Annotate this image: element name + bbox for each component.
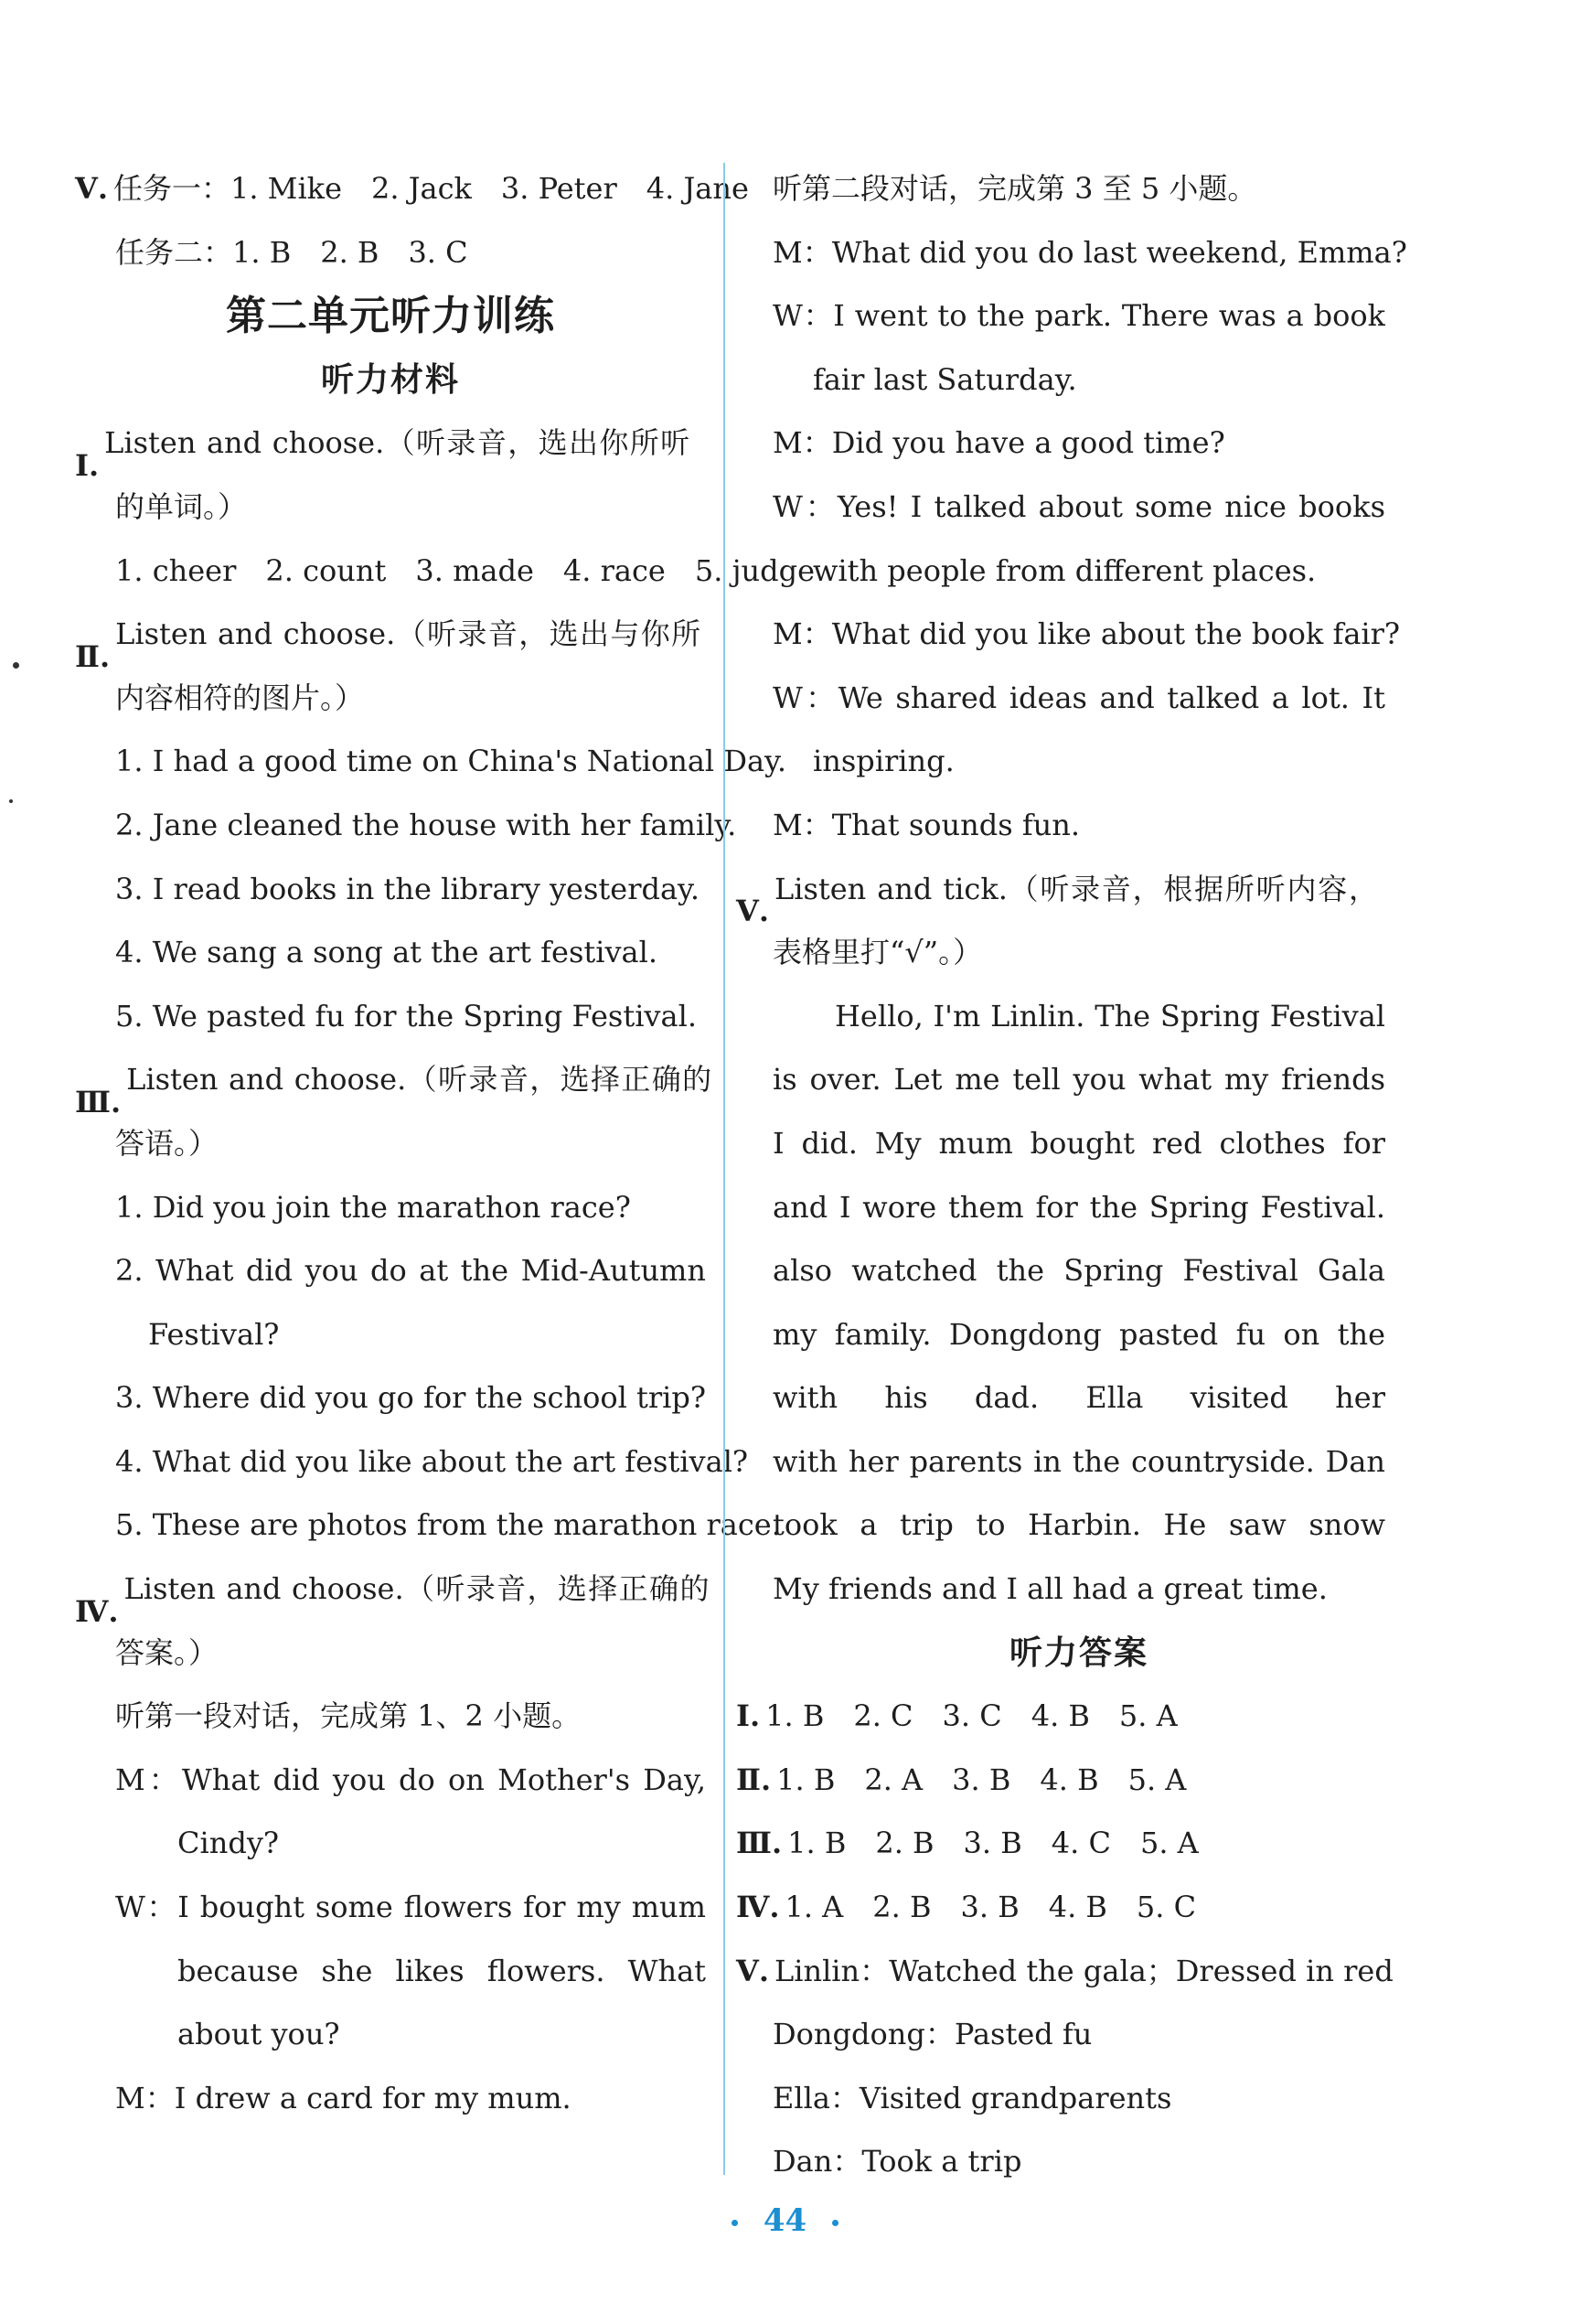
line-text: with people from different places. [813,552,1317,588]
line-text: W：I bought some flowers for my mum [115,1890,706,1925]
line-text: I did. My mum bought red clothes for [773,1125,1385,1161]
line-text: Listen and choose.（听录音，选择正确的 [123,1571,710,1607]
text-line [773,1112,1385,1176]
text-line [75,794,737,858]
line-text: inspiring. [813,744,955,779]
text-line [75,1876,706,1940]
section-item [75,157,749,221]
section-item [736,1749,1385,1813]
line-text: took a trip to Harbin. He saw snow [773,1507,1385,1543]
line-text: and I wore them for the Spring Festival. [773,1189,1385,1225]
page-number: 44 [0,2202,1570,2239]
line-text: My friends and I all had a great time. [773,1571,1328,1607]
line-text: about you? [177,2017,340,2052]
section-marker: Ⅳ. [75,1593,119,1629]
section-marker: Ⅰ. [736,1698,761,1734]
scan-speck [9,799,13,803]
text-line [75,1430,749,1494]
text-line [75,985,706,1049]
line-text: my family. Dongdong pasted fu on the [773,1316,1385,1352]
text-line [773,157,1385,221]
text-line [75,1622,706,1686]
left-column [75,157,816,2130]
text-line [773,730,1385,794]
section-marker: Ⅴ. [75,171,108,206]
text-line [75,1112,706,1176]
text-line [773,1558,1385,1622]
text-line [773,1430,1385,1494]
text-line [75,2067,706,2131]
line-text: M：What did you do on Mother's Day, [115,1762,706,1797]
text-line [773,348,1385,412]
line-text: 第二单元听力训练 [226,293,555,340]
text-line [773,540,1385,604]
line-text: Listen and choose.（听录音，选择正确的 [126,1062,712,1098]
dot-icon [732,2220,738,2226]
text-line [75,1685,706,1749]
section-marker: Ⅴ. [736,894,769,929]
text-line [773,2067,1385,2131]
line-text: with her parents in the countryside. Dan [773,1443,1385,1479]
line-text: 听力答案 [1009,1633,1148,1672]
text-line [773,221,1407,285]
text-line [773,1494,1385,1558]
line-text: 答语。） [115,1125,219,1161]
line-text: 1. I had a good time on China's National Day. [115,744,787,779]
line-text: Listen and choose.（听录音，选出与你所 [115,616,701,652]
line-text: M：That sounds fun. [773,807,1081,842]
line-text: 4. What did you like about the art festival? [115,1443,749,1479]
line-text: 4. We sang a song at the art festival. [115,935,658,970]
line-text: 2. Jane cleaned the house with her family. [115,807,737,842]
section-marker: Ⅲ. [736,1826,783,1861]
text-line [773,1176,1385,1240]
text-line [75,730,787,794]
text-line [773,284,1385,348]
section-item [736,1940,1394,2004]
section-item [736,1876,1385,1940]
section-heading [75,348,706,412]
line-text: 1. cheer 2. count 3. made 4. race 5. judge [115,552,816,588]
section-marker: Ⅱ. [736,1762,772,1797]
line-text: because she likes flowers. What [177,1953,706,1988]
section-item [736,1685,1385,1749]
text-line [75,1176,706,1240]
line-text: is over. Let me tell you what my friends [773,1062,1385,1098]
section-item [736,858,1385,929]
right-column [736,157,1407,2194]
line-text: 5. These are photos from the marathon race. [115,1507,781,1543]
line-text: Cindy? [177,1826,280,1861]
line-text: also watched the Spring Festival Gala [773,1253,1385,1289]
text-line [75,221,706,285]
text-line [773,667,1385,731]
section-heading [773,1622,1385,1686]
text-line [773,1048,1385,1112]
line-text: 1. B 2. C 3. C 4. B 5. A [765,1698,1178,1734]
line-text: 听第一段对话，完成第 1、2 小题。 [115,1698,582,1734]
text-line [773,476,1385,540]
text-line [773,794,1385,858]
text-line [75,1494,781,1558]
text-line [75,1303,706,1367]
line-text: Dan：Took a trip [773,2144,1022,2179]
section-marker: Ⅲ. [75,1084,122,1119]
section-item [736,1812,1385,1876]
text-line [75,858,706,922]
line-text: W：Yes! I talked about some nice books [773,488,1385,524]
text-line [75,476,706,540]
line-text: 5. We pasted fu for the Spring Festival. [115,998,697,1033]
text-line [75,2003,706,2067]
line-text: 任务二：1. B 2. B 3. C [115,234,468,270]
line-text: W：I went to the park. There was a book [773,298,1385,334]
section-heading [75,284,706,348]
line-text: 1. Did you join the marathon race? [115,1189,631,1225]
text-line [75,1366,706,1430]
line-text: with his dad. Ella visited her [773,1380,1385,1416]
text-line [75,1749,706,1813]
text-line [75,921,706,985]
line-text: 听第二段对话，完成第 3 至 5 小题。 [773,171,1257,206]
line-text: Linlin：Watched the gala；Dressed in red [774,1953,1394,1988]
line-text: 答案。） [115,1634,219,1670]
dot-icon [832,2220,838,2226]
line-text: Dongdong：Pasted fu [773,2017,1093,2052]
line-text: 1. A 2. B 3. B 4. B 5. C [785,1890,1197,1925]
text-line [75,667,706,731]
section-marker: Ⅴ. [736,1953,769,1988]
line-text: 的单词。） [115,488,248,524]
line-text: M：Did you have a good time? [773,425,1225,461]
text-line [75,1239,706,1303]
text-line [773,412,1385,476]
text-line [773,1366,1385,1430]
line-text: Listen and tick.（听录音，根据所听内容， [774,871,1378,906]
section-item [75,412,706,483]
line-text: 3. I read books in the library yesterday. [115,871,700,906]
line-text: 3. Where did you go for the school trip? [115,1380,707,1416]
text-line [773,921,1385,985]
text-line [75,540,816,604]
text-line [773,1239,1385,1303]
text-line [773,2130,1385,2194]
line-text: Hello, I'm Linlin. The Spring Festival [835,998,1385,1033]
section-marker: Ⅱ. [75,638,111,674]
text-line [75,1940,706,2004]
section-item [75,603,706,674]
text-line [773,2003,1385,2067]
section-marker: Ⅰ. [75,447,100,483]
line-text: Festival? [148,1316,280,1352]
line-text: 2. What did you do at the Mid-Autumn [115,1253,706,1289]
line-text: 内容相符的图片。） [115,680,365,715]
line-text: 1. B 2. A 3. B 4. B 5. A [776,1762,1187,1797]
line-text: M：What did you do last weekend, Emma? [773,234,1407,270]
section-item [75,1048,712,1119]
section-marker: Ⅳ. [736,1890,780,1925]
column-divider [723,163,725,2175]
line-text: fair last Saturday. [813,361,1077,397]
line-text: 表格里打“√”。） [773,935,983,970]
scan-speck [13,662,19,669]
line-text: Listen and choose.（听录音，选出你所听 [104,425,690,461]
line-text: M：I drew a card for my mum. [115,2080,571,2115]
text-line [75,1812,706,1876]
text-line [773,603,1401,667]
section-item [75,1558,710,1629]
line-text: W：We shared ideas and talked a lot. It [773,680,1385,715]
line-text: 任务一：1. Mike 2. Jack 3. Peter 4. Jane [112,171,749,206]
text-line [773,1303,1385,1367]
line-text: 1. B 2. B 3. B 4. C 5. A [787,1826,1199,1861]
line-text: M：What did you like about the book fair? [773,616,1401,652]
line-text: 听力材料 [320,360,460,399]
line-text: Ella：Visited grandparents [773,2080,1172,2115]
text-line [773,985,1385,1049]
